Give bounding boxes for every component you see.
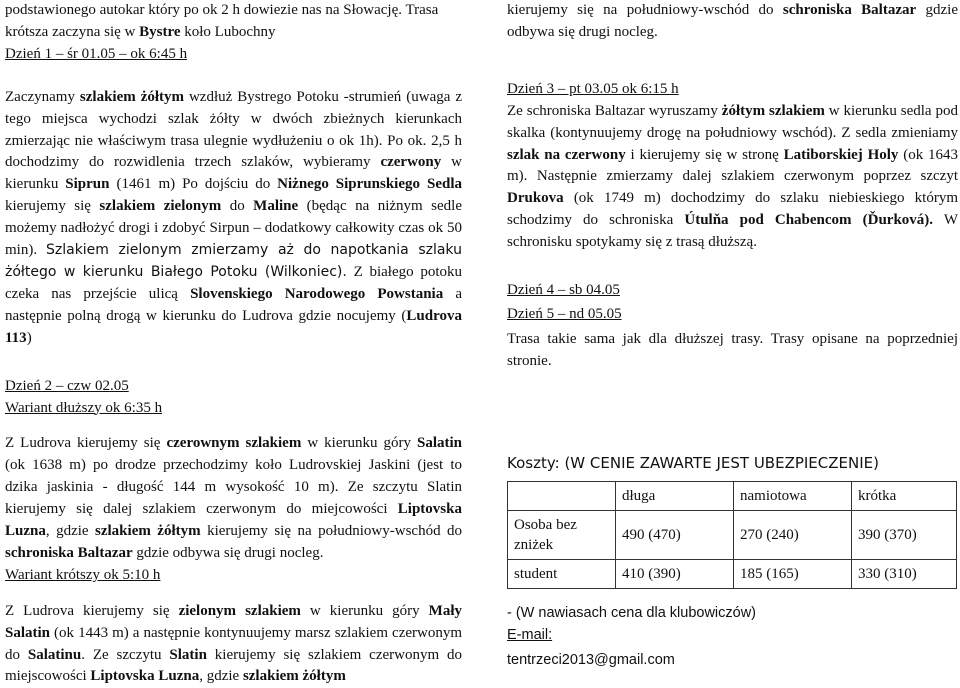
table-cell: 330 (310) bbox=[852, 559, 957, 588]
email-link[interactable]: tentrzeci2013@gmail.com bbox=[507, 652, 675, 669]
table-cell: student bbox=[508, 559, 616, 588]
table-cell: 410 (390) bbox=[616, 559, 734, 588]
table-cell: Osoba bez zniżek bbox=[508, 510, 616, 559]
table-cell: 270 (240) bbox=[734, 510, 852, 559]
table-cell: 185 (165) bbox=[734, 559, 852, 588]
day3-paragraph: Ze schroniska Baltazar wyruszamy żółtym szlakiem w kierunku sedla pod skalka (kontynuujemy drogę na południowy wschód). Z sedla zmieniamy szlak na czerwony i kierujemy się w stronę Latiborskiej Holy (ok 1643 m). Następnie zmierzamy dalej szlakiem czerwonym poprzez szczyt Drukova (ok 1749 m) dochodzimy do szlaku niebieskiego którym schodzimy do schroniska Útulňa pod Chabencom (Ďurková). W schronisku spotykamy się z trasą dłuższą. bbox=[507, 102, 959, 251]
place-bystre: Bystre bbox=[139, 23, 181, 40]
day1-heading: Dzień 1 – śr 01.05 – ok 6:45 h bbox=[5, 45, 188, 62]
table-row bbox=[508, 510, 957, 559]
table-row bbox=[508, 559, 957, 588]
day2-variant-short: Wariant krótszy ok 5:10 h bbox=[5, 566, 161, 583]
costs-heading: Koszty: (W CENIE ZAWARTE JEST UBEZPIECZENIE) bbox=[507, 453, 879, 472]
table-header-cell: długa bbox=[616, 481, 734, 510]
day1-paragraph: Zaczynamy szlakiem żółtym wzdłuż Bystrego Potoku -strumień (uwaga z tego miejsca wychodzi szlak żółty w dwóch zbieżnych kierunkach zmierzając nie właściwym trasa ulegnie wydłużeniu o ok 1h). Po ok. 2,5 h dochodzimy do rozwidlenia trzech szlaków, wybieramy czerwony w kierunku Siprun (1461 m) Po dojściu do Niżnego Siprunskiego Sedla kierujemy się szlakiem zielonym do Maline (będąc na niżnym sedle możemy nadłożyć drogi i zdobyć Sirpun – dodatkowy całkowity czas ok 50 min). Szlakiem zielonym zmierzamy aż do napotkania szlaku żółtego w kierunku Białego Potoku (Wilkoniec). Z białego potoku czeka nas przejście ulicą Slovenskiego Narodowego Powstania a następnie polną drogą w kierunku do Ludrova gdzie nocujemy (Ludrova 113) bbox=[5, 88, 462, 346]
day2-continuation: kierujemy się na południowy-wschód do schroniska Baltazar gdzie odbywa się drugi nocleg. bbox=[507, 2, 959, 40]
intro-text-part: koło Lubochny bbox=[180, 23, 276, 40]
right-column bbox=[507, 0, 958, 672]
intro-text bbox=[5, 0, 462, 44]
table-header-cell: namiotowa bbox=[734, 481, 852, 510]
table-header-row bbox=[508, 481, 957, 510]
price-note: - (W nawiasach cena dla klubowiczów) bbox=[507, 604, 757, 621]
table-cell: 490 (470) bbox=[616, 510, 734, 559]
day2-long-paragraph: Z Ludrova kierujemy się czerownym szlakiem w kierunku góry Salatin (ok 1638 m) po drodze przechodzimy koło Ludrovskiej Jaskini (jest to dzika jaskinia - długość 144 m wysokość 10 m). Ze szczytu Slatin kierujemy się dalej szlakiem czerwonym do miejcowości Liptovska Luzna, gdzie szlakiem żółtym kierujemy się na południowy-wschód do schroniska Baltazar gdzie odbywa się drugi nocleg. bbox=[5, 435, 463, 561]
email-label: E-mail: bbox=[507, 626, 553, 643]
day3-heading: Dzień 3 – pt 03.05 ok 6:15 h bbox=[507, 80, 679, 97]
spacer bbox=[5, 66, 462, 87]
costs-table bbox=[507, 481, 957, 589]
spacer bbox=[507, 44, 958, 79]
spacer bbox=[507, 254, 958, 280]
day4-heading: Dzień 4 – sb 04.05 bbox=[507, 282, 620, 299]
table-cell: 390 (370) bbox=[852, 510, 957, 559]
spacer bbox=[507, 589, 958, 603]
table-header-cell: krótka bbox=[852, 481, 957, 510]
spacer bbox=[5, 419, 462, 433]
day2-heading: Dzień 2 – czw 02.05 bbox=[5, 377, 129, 394]
day45-text: Trasa takie sama jak dla dłuższej trasy. Trasy opisane na poprzedniej stronie. bbox=[507, 330, 958, 369]
day2-short-paragraph: Z Ludrova kierujemy się zielonym szlakiem w kierunku góry Mały Salatin (ok 1443 m) a następnie kontynuujemy marsz szlakiem czerwonym do Salatinu. Ze szczytu Slatin kierujemy się szlakiem czerwonym do miejscowości Liptovska Luzna, gdzie szlakiem żółtym bbox=[5, 602, 462, 685]
table-header-cell bbox=[508, 481, 616, 510]
day5-heading: Dzień 5 – nd 05.05 bbox=[507, 305, 622, 322]
intro-line: podstawionego autokar który po ok 2 h dowiezie nas na Słowację. Trasa bbox=[5, 2, 439, 18]
spacer bbox=[507, 373, 958, 453]
left-column bbox=[5, 0, 462, 688]
day2-variant-long: Wariant dłuższy ok 6:35 h bbox=[5, 399, 163, 416]
spacer bbox=[5, 587, 462, 601]
intro-text-part: krótsza zaczyna się w bbox=[5, 23, 140, 40]
spacer bbox=[5, 350, 462, 376]
